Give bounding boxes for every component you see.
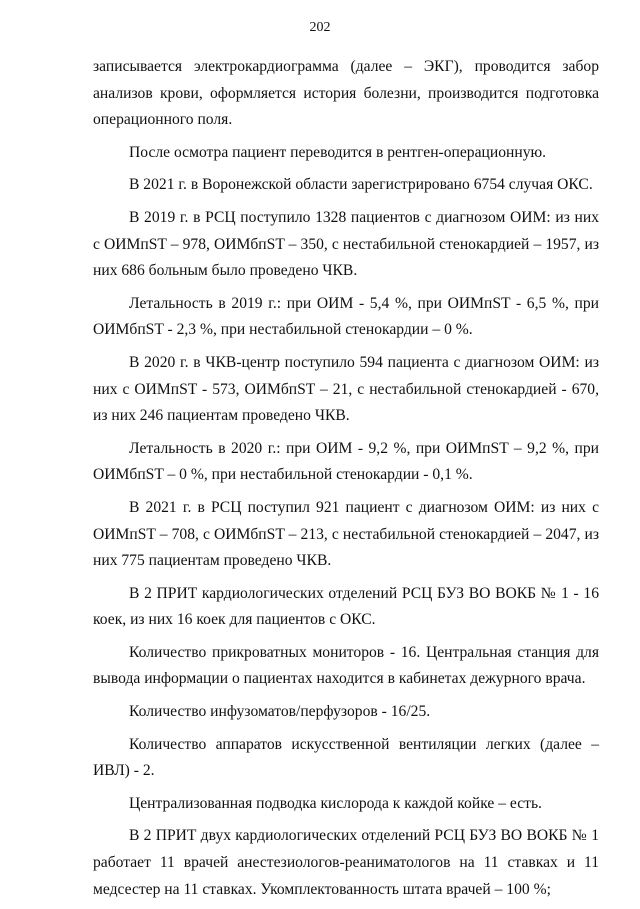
paragraph: В 2021 г. в Воронежской области зарегистрировано 6754 случая ОКС. xyxy=(129,176,593,194)
paragraph: Количество инфузоматов/перфузоров - 16/25. xyxy=(129,703,431,721)
paragraph: В 2021 г. в РСЦ поступил 921 пациент с диагнозом ОИМ: из них с ОИМпST – 708, с ОИМбпST – 213, с нестабильной стенокардией – 2047, из них 775 пациентам проведено ЧКВ. xyxy=(93,498,599,570)
paragraph: Летальность в 2019 г.: при ОИМ - 5,4 %, при ОИМпST - 6,5 %, при ОИМбпST - 2,3 %, при нестабильной стенокардии – 0 %. xyxy=(93,294,599,339)
paragraph: Количество прикроватных мониторов - 16. Центральная станция для вывода информации о пациентах находится в кабинетах дежурного врача. xyxy=(93,643,599,688)
page-number: 202 xyxy=(309,20,331,35)
paragraph: Централизованная подводка кислорода к каждой койке – есть. xyxy=(129,794,542,812)
paragraph: Количество аппаратов искусственной вентиляции легких (далее – ИВЛ) - 2. xyxy=(93,735,599,780)
paragraph: После осмотра пациент переводится в рентген-операционную. xyxy=(129,143,547,161)
body-text xyxy=(93,54,599,909)
paragraph: В 2020 г. в ЧКВ-центр поступило 594 пациента с диагнозом ОИМ: из них с ОИМпST - 573, ОИМбпST – 21, с нестабильной стенокардией - 670, из них 246 пациентам проведено ЧКВ. xyxy=(93,353,599,425)
paragraph: В 2 ПРИТ кардиологических отделений РСЦ БУЗ ВО ВОКБ № 1 - 16 коек, из них 16 коек для пациентов с ОКС. xyxy=(93,584,599,629)
paragraph: В 2 ПРИТ двух кардиологических отделений РСЦ БУЗ ВО ВОКБ № 1 работает 11 врачей анестезиологов-реаниматологов на 11 ставках и 11 медсестер на 11 ставках. Укомплектованность штата врачей – 100 %; xyxy=(93,827,599,898)
paragraph: В 2019 г. в РСЦ поступило 1328 пациентов с диагнозом ОИМ: из них с ОИМпST – 978, ОИМбпST – 350, с нестабильной стенокардией – 1957, из них 686 больным было проведено ЧКВ. xyxy=(93,208,599,280)
paragraph: записывается электрокардиограмма (далее – ЭКГ), проводится забор анализов крови, оформляется история болезни, производится подготовка операционного поля. xyxy=(93,58,599,129)
paragraph: Летальность в 2020 г.: при ОИМ - 9,2 %, при ОИМпST – 9,2 %, при ОИМбпST – 0 %, при нестабильной стенокардии - 0,1 %. xyxy=(93,439,599,484)
